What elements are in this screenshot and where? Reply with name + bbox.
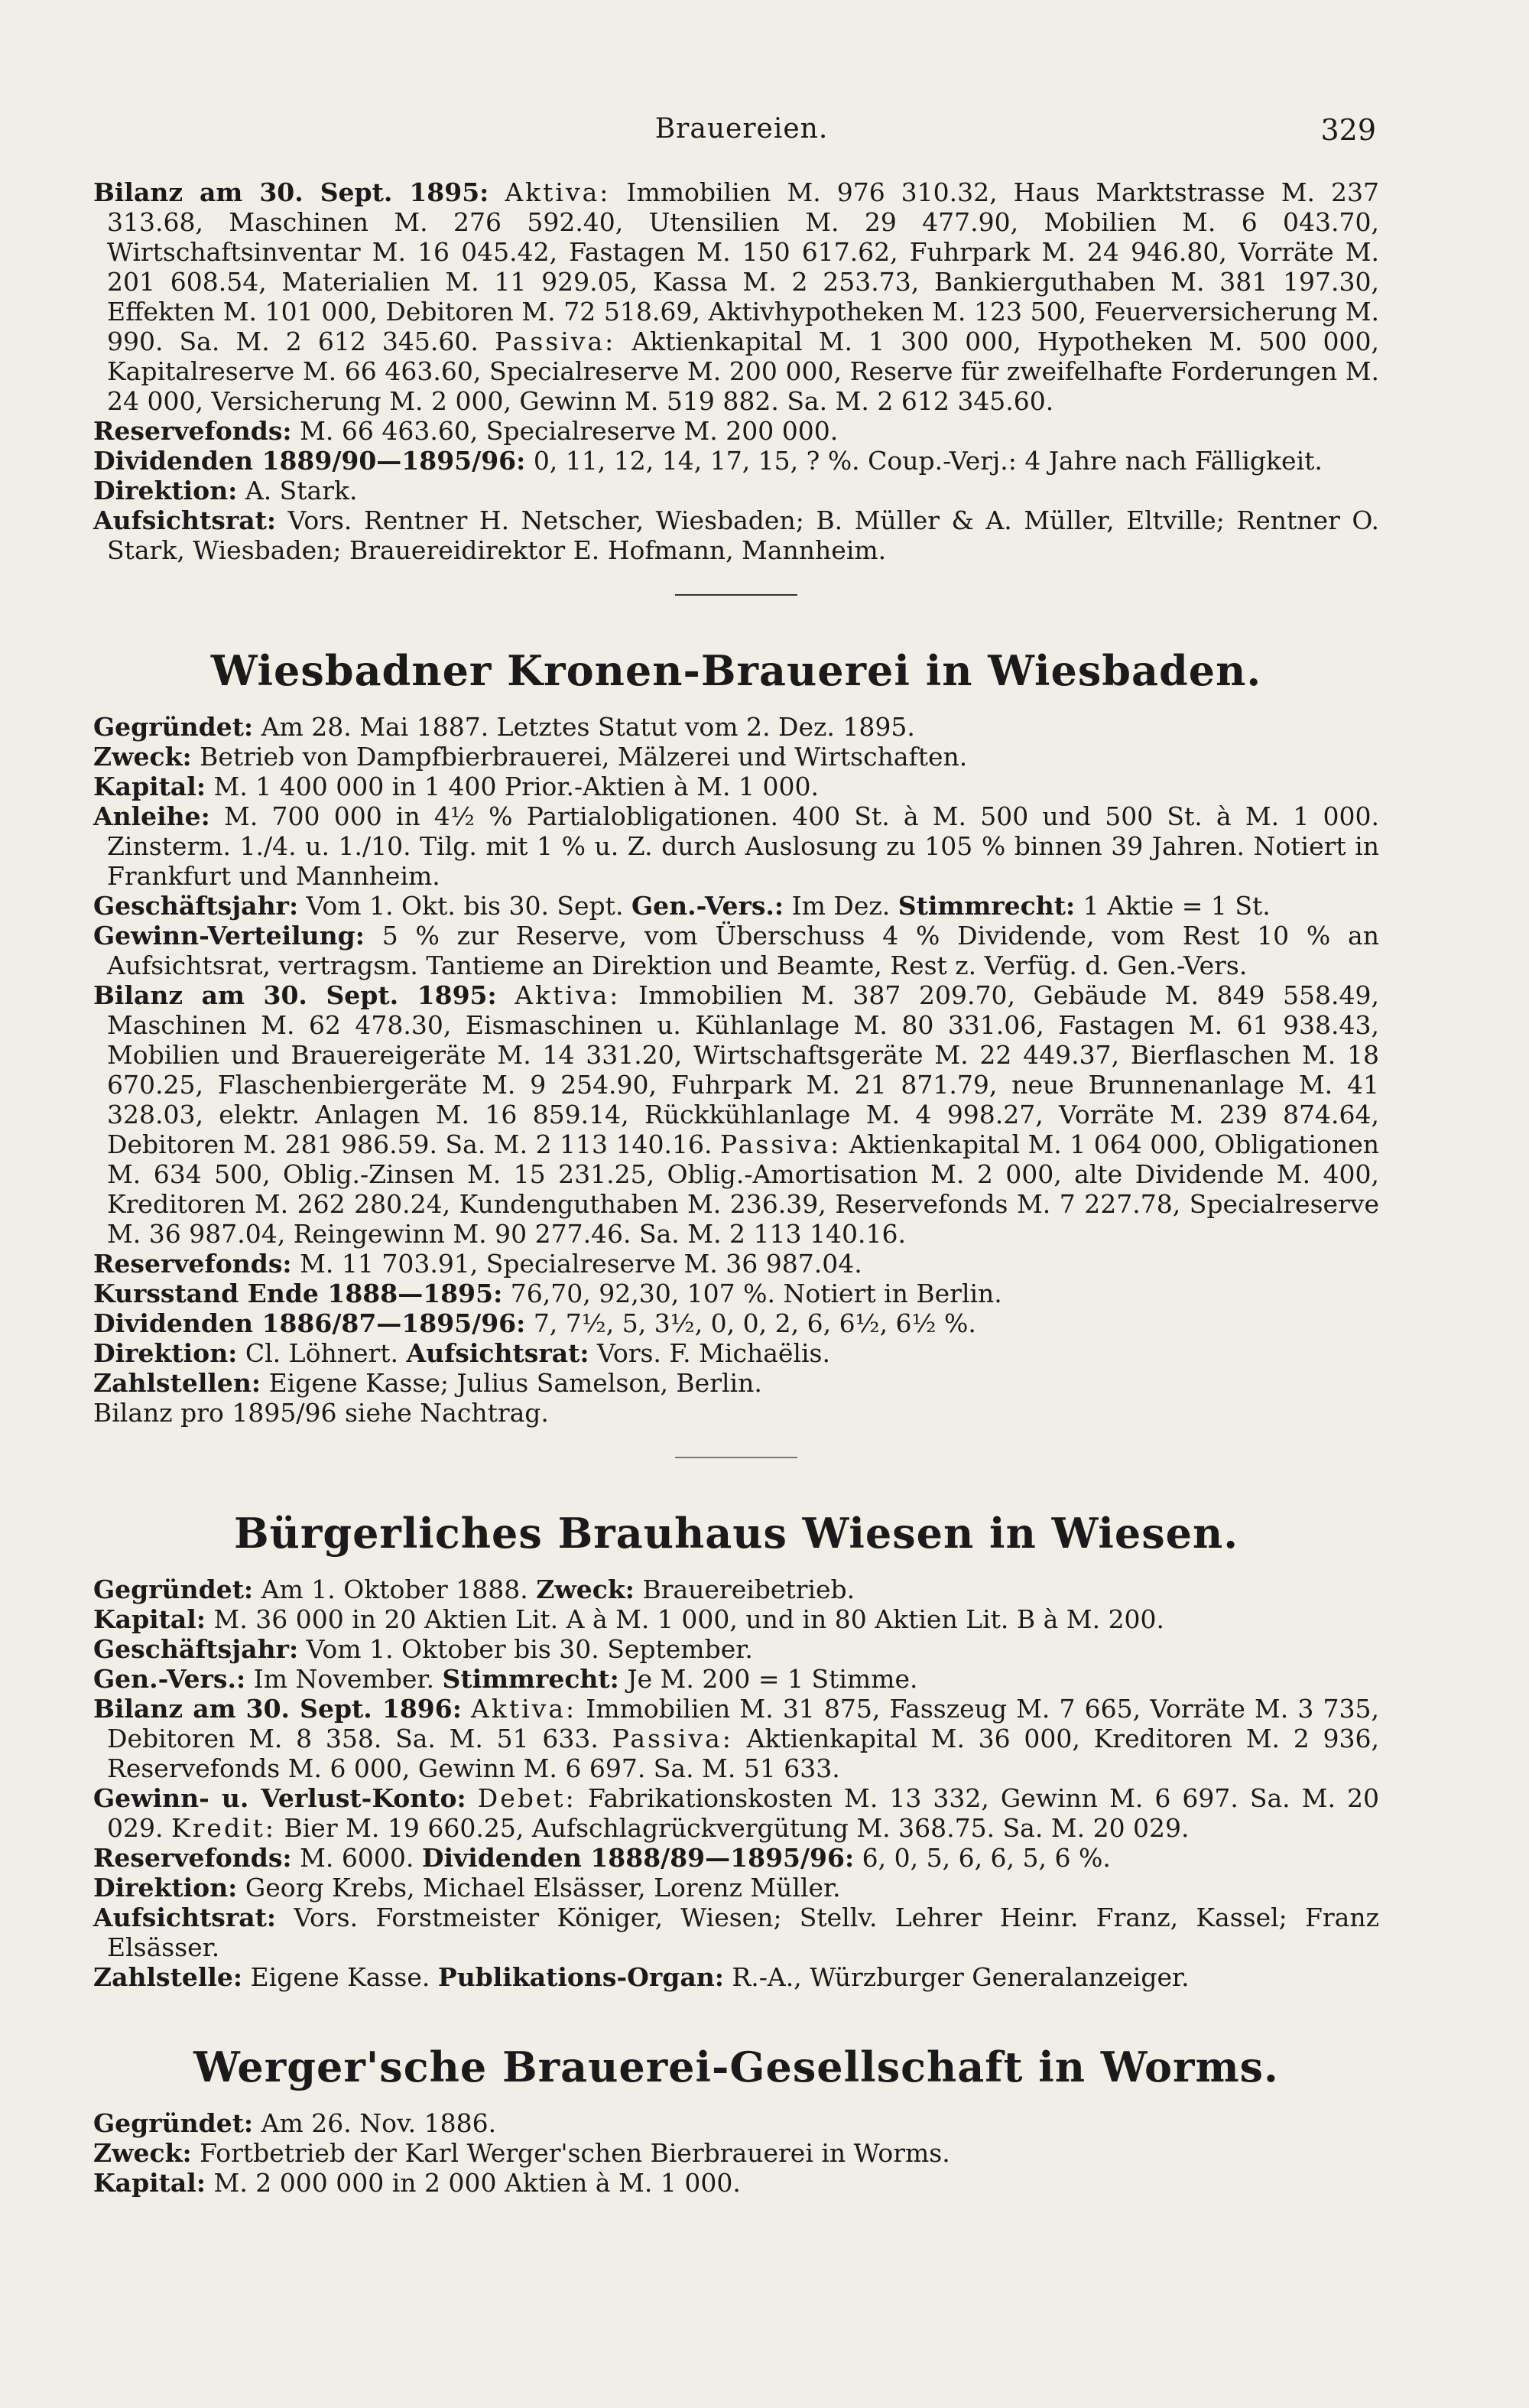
entry-title: Wiesbadner Kronen-Brauerei in Wiesbaden. <box>210 646 1262 695</box>
management-text: Georg Krebs, Michael Elsässer, Lorenz Müller. <box>245 1873 841 1903</box>
fiscal-year <box>93 891 1379 921</box>
management-text: A. Stark. <box>245 476 358 505</box>
supervisory-board-text: Vors. Rentner H. Netscher, Wiesbaden; B. Müller & A. Müller, Eltville; Rentner O. Stark, Wiesbaden; Brauereidirektor E. Hofmann, Mannheim. <box>107 505 1379 565</box>
loan-text: M. 700 000 in 4½ % Partialobligationen. 400 St. à M. 500 und 500 St. à M. 1 000. Zinsterm. 1./4. u. 1./10. Tilg. mit 1 % u. Z. durch Auslosung zu 105 % binnen 39 Jahren. Notiert in Frankfurt und Mannheim. <box>107 801 1379 891</box>
dividends <box>93 1308 1379 1338</box>
management-label: Direktion: <box>93 476 238 505</box>
supervisory-board-text: Vors. Forstmeister Königer, Wiesen; Stellv. Lehrer Heinr. Franz, Kassel; Franz Elsässer. <box>107 1903 1379 1962</box>
publication-text: R.-A., Würzburger Generalanzeiger. <box>732 1962 1190 1992</box>
assets-text: Immobilien M. 31 875, Fasszeug M. 7 665, Vorräte M. 3 735, Debitoren M. 8 358. Sa. M. 51 633. <box>107 1694 1379 1753</box>
supervisory-board <box>93 1903 1379 1962</box>
fiscal-year-text: Vom 1. Oktober bis 30. September. <box>306 1634 753 1664</box>
founded-text: Am 1. Oktober 1888. <box>261 1574 528 1604</box>
purpose <box>93 2138 1379 2168</box>
assets-label: Aktiva: <box>515 980 621 1010</box>
supervisory-board <box>93 505 1379 565</box>
capital <box>93 1604 1379 1634</box>
fiscal-year-text: Vom 1. Okt. bis 30. Sept. <box>306 891 624 921</box>
supervisory-board-label: Aufsichtsrat: <box>93 1903 277 1932</box>
debit-label: Debet: <box>477 1783 576 1813</box>
voting-right-text: Je M. 200 = 1 Stimme. <box>627 1664 918 1694</box>
reserve-fund <box>93 1843 1379 1873</box>
loan <box>93 801 1379 891</box>
section-divider <box>675 1457 797 1458</box>
debit-text: Fabrikationskosten M. 13 332, Gewinn M. 6 697. Sa. M. 20 029. <box>107 1783 1379 1843</box>
capital-label: Kapital: <box>93 2168 206 2198</box>
reserve-fund-text: M. 6000. <box>300 1843 414 1873</box>
management <box>93 476 1379 505</box>
fiscal-year-label: Geschäftsjahr: <box>93 891 299 921</box>
page-content <box>93 177 1379 2198</box>
publication-label: Publikations-Organ: <box>437 1962 724 1992</box>
dividends-text: 6, 0, 5, 6, 6, 5, 6 %. <box>862 1843 1111 1873</box>
capital-text: M. 36 000 in 20 Aktien Lit. A à M. 1 000, und in 80 Aktien Lit. B à M. 200. <box>213 1604 1165 1634</box>
balance-sheet <box>93 980 1379 1249</box>
founded <box>93 712 1379 742</box>
dividends-text: 7, 7½, 5, 3½, 0, 0, 2, 6, 6½, 6½ %. <box>533 1308 976 1338</box>
balance-label: Bilanz am 30. Sept. 1895: <box>93 980 497 1010</box>
dividends-label: Dividenden 1886/87—1895/96: <box>93 1308 526 1338</box>
assets-text: Immobilien M. 387 209.70, Gebäude M. 849 558.49, Maschinen M. 62 478.30, Eismaschinen u. Kühlanlage M. 80 331.06, Fastagen M. 61 938.43, Mobilien und Brauereigeräte M. 14 331.20, Wirtschaftsgeräte M. 22 449.37, Bierflaschen M. 18 670.25, Flaschenbiergeräte M. 9 254.90, Fuhrpark M. 21 871.79, neue Brunnenanlage M. 41 328.03, elektr. Anlagen M. 16 859.14, Rückkühlanlage M. 4 998.27, Vorräte M. 239 874.64, Debitoren M. 281 986.59. Sa. M. 2 113 140.16. <box>107 980 1380 1159</box>
balance-label: Bilanz am 30. Sept. 1896: <box>93 1694 462 1724</box>
balance-sheet <box>93 177 1379 416</box>
entry-title: Werger'sche Brauerei-Gesellschaft in Worms. <box>193 2042 1279 2091</box>
share-price-text: 76,70, 92,30, 107 %. Notiert in Berlin. <box>510 1279 1002 1308</box>
founded-label: Gegründet: <box>93 1574 254 1604</box>
founded-text: Am 26. Nov. 1886. <box>261 2108 497 2138</box>
voting-right-text: 1 Aktie = 1 St. <box>1083 891 1271 921</box>
reserve-fund-text: M. 11 703.91, Specialreserve M. 36 987.04. <box>300 1249 862 1279</box>
credit-text: Bier M. 19 660.25, Aufschlagrückvergütung M. 368.75. Sa. M. 20 029. <box>284 1813 1190 1843</box>
purpose-text: Betrieb von Dampfbierbrauerei, Mälzerei und Wirtschaften. <box>200 742 968 772</box>
paying-agent-label: Zahlstelle: <box>93 1962 243 1992</box>
loan-label: Anleihe: <box>93 801 210 831</box>
reserve-fund-label: Reservefonds: <box>93 416 292 446</box>
paying-agents <box>93 1368 1379 1398</box>
liabilities-text: Aktienkapital M. 1 300 000, Hypotheken M. 500 000, Kapitalreserve M. 66 463.60, Specialreserve M. 200 000, Reserve für zweifelhafte Forderungen M. 24 000, Versicherung M. 2 000, Gewinn M. 519 882. Sa. M. 2 612 345.60. <box>107 327 1379 416</box>
management-label: Direktion: <box>93 1873 238 1903</box>
liabilities-label: Passiva: <box>494 327 616 356</box>
capital <box>93 772 1379 801</box>
paying-agent-text: Eigene Kasse. <box>250 1962 430 1992</box>
balance-sheet <box>93 1694 1379 1783</box>
general-meeting-text: Im November. <box>253 1664 434 1694</box>
assets-label: Aktiva: <box>471 1694 577 1724</box>
management-text: Cl. Löhnert. <box>245 1338 399 1368</box>
share-price-label: Kursstand Ende 1888—1895: <box>93 1279 503 1308</box>
reserve-fund-text: M. 66 463.60, Specialreserve M. 200 000. <box>300 416 839 446</box>
founded-label: Gegründet: <box>93 712 254 742</box>
balance-note: Bilanz pro 1895/96 siehe Nachtrag. <box>93 1398 549 1428</box>
dividends-label: Dividenden 1889/90—1895/96: <box>93 446 526 476</box>
paying-agents-text: Eigene Kasse; Julius Samelson, Berlin. <box>268 1368 762 1398</box>
fiscal-year <box>93 1634 1379 1664</box>
page-number: 329 <box>1320 113 1376 147</box>
running-head: Brauereien. <box>654 113 829 145</box>
fiscal-year-label: Geschäftsjahr: <box>93 1634 299 1664</box>
liabilities-label: Passiva: <box>612 1724 733 1753</box>
profit-distribution-label: Gewinn-Verteilung: <box>93 921 365 951</box>
balance-label: Bilanz am 30. Sept. 1895: <box>93 177 489 207</box>
assets-label: Aktiva: <box>505 177 611 207</box>
liabilities-label: Passiva: <box>719 1129 842 1159</box>
voting-right-label: Stimmrecht: <box>898 891 1076 921</box>
purpose <box>93 742 1379 772</box>
founded <box>93 1574 1379 1604</box>
paying-agent <box>93 1962 1379 1992</box>
capital-label: Kapital: <box>93 772 206 801</box>
entry-previous <box>93 177 1379 596</box>
purpose-label: Zweck: <box>93 742 192 772</box>
reserve-fund <box>93 1249 1379 1279</box>
capital <box>93 2168 1379 2198</box>
general-meeting-text: Im Dez. <box>791 891 891 921</box>
founded <box>93 2108 1379 2138</box>
capital-text: M. 1 400 000 in 1 400 Prior.-Aktien à M. 1 000. <box>213 772 819 801</box>
purpose-text: Brauereibetrieb. <box>642 1574 855 1604</box>
page-header <box>107 113 1376 159</box>
profit-distribution <box>93 921 1379 980</box>
capital-text: M. 2 000 000 in 2 000 Aktien à M. 1 000. <box>213 2168 741 2198</box>
profit-loss-label: Gewinn- u. Verlust-Konto: <box>93 1783 466 1813</box>
management <box>93 1873 1379 1903</box>
reserve-fund-label: Reservefonds: <box>93 1249 292 1279</box>
entry-worms <box>93 2042 1379 2198</box>
entry-wiesen <box>93 1509 1379 1992</box>
assets-text: Immobilien M. 976 310.32, Haus Marktstrasse M. 237 313.68, Maschinen M. 276 592.40, Utensilien M. 29 477.90, Mobilien M. 6 043.70, Wirtschaftsinventar M. 16 045.42, Fastagen M. 150 617.62, Fuhrpark M. 24 946.80, Vorräte M. 201 608.54, Materialien M. 11 929.05, Kassa M. 2 253.73, Bankierguthaben M. 381 197.30, Effekten M. 101 000, Debitoren M. 72 518.69, Aktivhypotheken M. 123 500, Feuerversicherung M. 990. Sa. M. 2 612 345.60. <box>107 177 1379 356</box>
purpose-text: Fortbetrieb der Karl Werger'schen Bierbrauerei in Worms. <box>200 2138 950 2168</box>
reserve-fund-label: Reservefonds: <box>93 1843 292 1873</box>
supervisory-board-label: Aufsichtsrat: <box>93 505 277 535</box>
reserve-fund <box>93 416 1379 446</box>
general-meeting-label: Gen.-Vers.: <box>631 891 784 921</box>
dividends-text: 0, 11, 12, 14, 17, 15, ? %. Coup.-Verj.: 4 Jahre nach Fälligkeit. <box>533 446 1323 476</box>
general-meeting <box>93 1664 1379 1694</box>
entry-wiesbaden <box>93 646 1379 1458</box>
section-divider <box>675 594 797 596</box>
liabilities-text: Aktienkapital M. 1 064 000, Obligationen M. 634 500, Oblig.-Zinsen M. 15 231.25, Oblig.-Amortisation M. 2 000, alte Dividende M. 400, Kreditoren M. 262 280.24, Kundenguthaben M. 236.39, Reservefonds M. 7 227.78, Specialreserve M. 36 987.04, Reingewinn M. 90 277.46. Sa. M. 2 113 140.16. <box>107 1129 1380 1249</box>
purpose-label: Zweck: <box>536 1574 635 1604</box>
profit-distribution-text: 5 % zur Reserve, vom Überschuss 4 % Dividende, vom Rest 10 % an Aufsichtsrat, vertragsm. Tantieme an Direktion und Beamte, Rest z. Verfüg. d. Gen.-Vers. <box>107 921 1379 980</box>
management-label: Direktion: <box>93 1338 238 1368</box>
general-meeting-label: Gen.-Vers.: <box>93 1664 246 1694</box>
entry-title: Bürgerliches Brauhaus Wiesen in Wiesen. <box>233 1509 1239 1558</box>
founded-text: Am 28. Mai 1887. Letztes Statut vom 2. Dez. 1895. <box>261 712 915 742</box>
supervisory-board-text: Vors. F. Michaëlis. <box>597 1338 830 1368</box>
paying-agents-label: Zahlstellen: <box>93 1368 261 1398</box>
liabilities-text: Aktienkapital M. 36 000, Kreditoren M. 2 936, Reservefonds M. 6 000, Gewinn M. 6 697. Sa. M. 51 633. <box>107 1724 1379 1783</box>
purpose-label: Zweck: <box>93 2138 192 2168</box>
supervisory-board-label: Aufsichtsrat: <box>406 1338 589 1368</box>
founded-label: Gegründet: <box>93 2108 254 2138</box>
share-price <box>93 1279 1379 1308</box>
voting-right-label: Stimmrecht: <box>442 1664 619 1694</box>
dividends-label: Dividenden 1888/89—1895/96: <box>421 1843 855 1873</box>
capital-label: Kapital: <box>93 1604 206 1634</box>
dividends <box>93 446 1379 476</box>
management <box>93 1338 1379 1368</box>
profit-loss-account <box>93 1783 1379 1843</box>
credit-label: Kredit: <box>170 1813 276 1843</box>
